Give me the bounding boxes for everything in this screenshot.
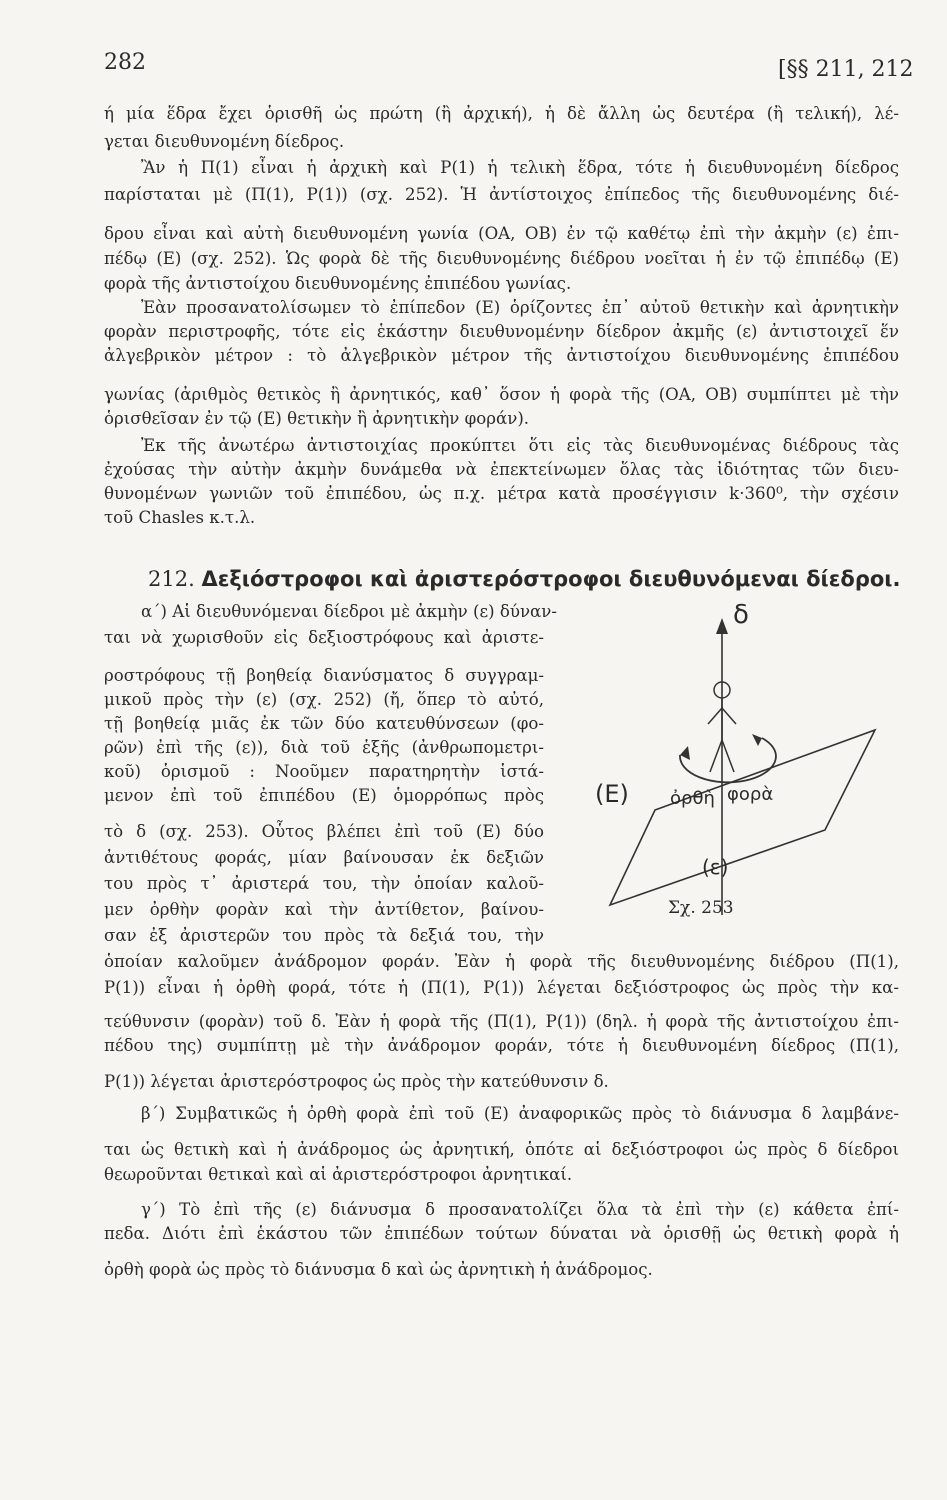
text-line: ὁρισθεῖσαν ἐν τῷ (Ε) θετικὴν ἢ ἀρνητικὴν φοράν).: [104, 409, 530, 428]
figure-drawing: [570, 600, 890, 930]
text-line: πέδου της) συμπίπτῃ μὲ τὴν ἀνάδρομον φοράν, τότε ἡ διευθυνομένη δίεδρος (Π(1),: [104, 1036, 899, 1055]
text-line: τῇ βοηθείᾳ μιᾶς ἐκ τῶν δύο κατευθύνσεων (φο-: [104, 714, 544, 733]
text-line: γωνίας (ἀριθμὸς θετικὸς ἢ ἀρνητικός, καθ᾽ ὅσον ἡ φορὰ τῆς (ΟΑ, ΟΒ) συμπίπτει μὲ τὴν: [104, 385, 899, 404]
text-line: πεδα. Διότι ἐπὶ ἑκάστου τῶν ἐπιπέδων τούτων δύναται νὰ ὁρισθῇ ὡς θετικὴ φορὰ ἡ: [104, 1224, 899, 1243]
vector-arrowhead: [716, 618, 728, 634]
text-line: μεν ὀρθὴν φορὰν καὶ τὴν ἀντίθετον, βαίνου-: [104, 900, 544, 919]
plane-outline: [610, 730, 875, 905]
section-heading: [148, 565, 900, 593]
text-line: πέδῳ (Ε) (σχ. 252). Ὡς φορὰ δὲ τῆς διευθυνομένης διέδρου νοεῖται ἡ ἐν τῷ ἐπιπέδῳ (Ε): [104, 249, 899, 268]
figure-253: [570, 600, 890, 930]
text-line: β΄) Συμβατικῶς ἡ ὀρθὴ φορὰ ἐπὶ τοῦ (Ε) ἀναφορικῶς πρὸς τὸ διάνυσμα δ λαμβάνε-: [141, 1104, 899, 1123]
text-line: ται νὰ χωρισθοῦν εἰς δεξιοστρόφους καὶ ἀριστε-: [104, 628, 544, 647]
text-line: φορὰν περιστροφῆς, τότε εἰς ἑκάστην διευθυνομένην δίεδρον ἀκμῆς (ε) ἀντιστοιχεῖ ἕν: [104, 322, 899, 341]
text-line: Ρ(1)) λέγεται ἀριστερόστροφος ὡς πρὸς τὴν κατεύθυνσιν δ.: [104, 1072, 609, 1091]
observer-left-leg: [710, 740, 722, 772]
text-line: ρῶν) ἐπὶ τῆς (ε)), διὰ τοῦ ἑξῆς (ἀνθρωπομετρι-: [104, 738, 544, 757]
section-number: 212.: [148, 567, 195, 591]
vector-label: δ: [733, 600, 749, 630]
page-number: 282: [104, 50, 146, 75]
observer-right-leg: [722, 740, 734, 772]
figure-caption: Σχ. 253: [668, 898, 734, 918]
rotation-tail: [680, 746, 690, 760]
section-reference: [§§ 211, 212: [778, 57, 914, 82]
observer-right-arm: [722, 708, 736, 724]
text-line: μικοῦ πρὸς τὴν (ε) (σχ. 252) (ἤ, ὅπερ τὸ αὐτό,: [104, 690, 544, 709]
text-line: τὸ δ (σχ. 253). Οὗτος βλέπει ἐπὶ τοῦ (Ε) δύο: [104, 822, 544, 841]
text-line: σαν ἐξ ἀριστερῶν του πρὸς τὰ δεξιά του, τὴν: [104, 926, 544, 945]
edge-label: (ε): [702, 855, 729, 879]
text-line: ἐχούσας τὴν αὐτὴν ἀκμὴν δυνάμεθα νὰ ἐπεκτείνωμεν ὅλας τὰς ἰδιότητας τῶν διευ-: [104, 460, 899, 479]
plane-label: (Ε): [595, 780, 629, 808]
rotation-arrowhead: [752, 734, 762, 746]
text-line: Ἂν ἡ Π(1) εἶναι ἡ ἀρχικὴ καὶ Ρ(1) ἡ τελικὴ ἕδρα, τότε ἡ διευθυνομένη δίεδρος: [141, 158, 899, 177]
text-line: τοῦ Chasles κ.τ.λ.: [104, 508, 256, 527]
text-line: ὁποίαν καλοῦμεν ἀνάδρομον φοράν. Ἐὰν ἡ φορὰ τῆς διευθυνομένης διέδρου (Π(1),: [104, 952, 899, 971]
rotation-arc: [680, 738, 776, 782]
text-line: φορὰ τῆς ἀντιστοίχου διευθυνομένης ἐπιπέδου γωνίας.: [104, 274, 572, 293]
text-line: κοῦ) ὁρισμοῦ : Νοοῦμεν παρατηρητὴν ἱστά-: [104, 762, 544, 781]
text-line: ὀρθὴ φορὰ ὡς πρὸς τὸ διάνυσμα δ καὶ ὡς ἀρνητικὴ ἡ ἀνάδρομος.: [104, 1260, 653, 1279]
text-line: ροστρόφους τῇ βοηθείᾳ διανύσματος δ συγγραμ-: [104, 666, 544, 685]
text-line: δρου εἶναι καὶ αὐτὴ διευθυνομένη γωνία (ΟΑ, ΟΒ) ἐν τῷ καθέτῳ ἐπὶ τὴν ἀκμὴν (ε) ἐπι-: [104, 224, 899, 243]
text-line: ται ὡς θετικὴ καὶ ἡ ἀνάδρομος ὡς ἀρνητική, ὁπότε αἱ δεξιόστροφοι ὡς πρὸς δ δίεδροι: [104, 1140, 899, 1159]
text-line: παρίσταται μὲ (Π(1), Ρ(1)) (σχ. 252). Ἡ ἀντίστοιχος ἐπίπεδος τῆς διευθυνομένης διέ-: [104, 185, 899, 204]
section-title: Δεξιόστροφοι καὶ ἀριστερόστροφοι διευθυνόμεναι δίεδροι.: [201, 567, 901, 591]
text-line: ἀλγεβρικὸν μέτρον : τὸ ἀλγεβρικὸν μέτρον τῆς ἀντιστοίχου διευθυνομένης ἐπιπέδου: [104, 346, 899, 365]
observer-left-arm: [708, 708, 722, 724]
text-line: του πρὸς τ᾽ ἀριστερά του, τὴν ὁποίαν καλοῦ-: [104, 874, 544, 893]
text-line: ή μία ἕδρα ἔχει ὁρισθῆ ὡς πρώτη (ἢ ἀρχική), ἡ δὲ ἄλλη ὡς δευτέρα (ἢ τελική), λέ-: [104, 104, 899, 123]
text-line: γ΄) Τὸ ἐπὶ τῆς (ε) διάνυσμα δ προσανατολίζει ὅλα τὰ ἐπὶ τὴν (ε) κάθετα ἐπί-: [141, 1200, 899, 1219]
text-line: τεύθυνσιν (φορὰν) τοῦ δ. Ἐὰν ἡ φορὰ τῆς (Π(1), Ρ(1)) (δηλ. ἡ φορὰ τῆς ἀντιστοίχου ἐπι-: [104, 1012, 899, 1031]
text-line: Ἐὰν προσανατολίσωμεν τὸ ἐπίπεδον (Ε) ὁρίζοντες ἐπ᾽ αὐτοῦ θετικὴν καὶ ἀρνητικὴν: [141, 298, 899, 317]
direction-label-1: ὀρθὴ: [670, 788, 715, 809]
text-line: Ἐκ τῆς ἀνωτέρω ἀντιστοιχίας προκύπτει ὅτι εἰς τὰς διευθυνομένας διέδρους τὰς: [141, 436, 899, 455]
text-line: μενον ἐπὶ τοῦ ἐπιπέδου (Ε) ὁμορρόπως πρὸς: [104, 786, 544, 805]
text-line: Ρ(1)) εἶναι ἡ ὀρθὴ φορά, τότε ἡ (Π(1), Ρ(1)) λέγεται δεξιόστροφος ὡς πρὸς τὴν κα-: [104, 978, 899, 997]
text-line: θυνομένων γωνιῶν τοῦ ἐπιπέδου, ὡς π.χ. μέτρα κατὰ προσέγγισιν k·360⁰, τὴν σχέσιν: [104, 484, 899, 503]
text-line: α΄) Αἱ διευθυνόμεναι δίεδροι μὲ ἀκμὴν (ε) δύναν-: [141, 602, 557, 621]
text-line: θεωροῦνται θετικαὶ καὶ αἱ ἀριστερόστροφοι ἀρνητικαί.: [104, 1165, 573, 1184]
text-line: ἀντιθέτους φοράς, μίαν βαίνουσαν ἐκ δεξιῶν: [104, 848, 544, 867]
text-line: γεται διευθυνομένη δίεδρος.: [104, 132, 345, 151]
direction-label-2: φορὰ: [727, 784, 774, 805]
